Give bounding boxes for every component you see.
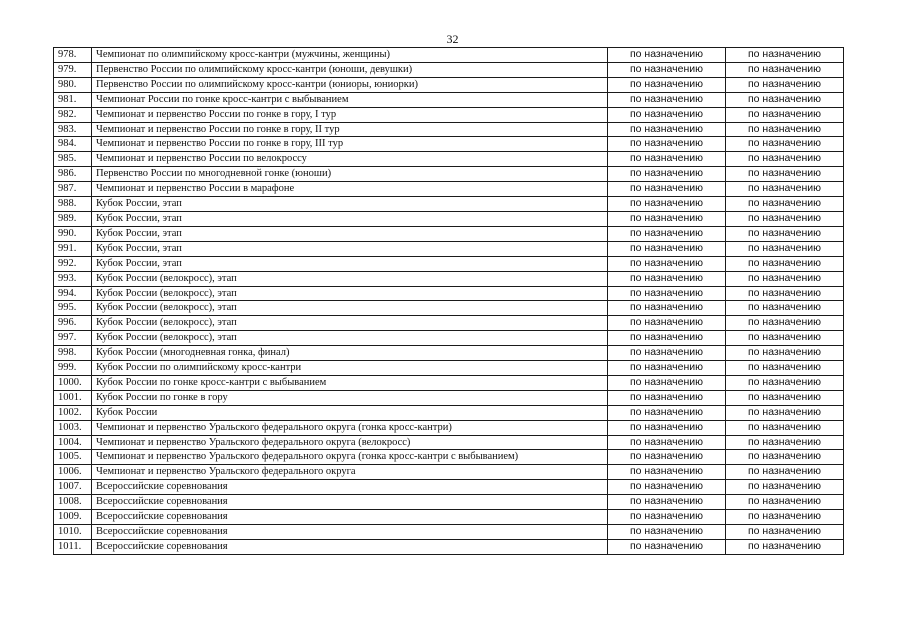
- column-b-value: по назначению: [726, 62, 844, 77]
- column-a-value: по назначению: [608, 182, 726, 197]
- column-b-value: по назначению: [726, 122, 844, 137]
- row-number: 1001.: [54, 390, 92, 405]
- column-a-value: по назначению: [608, 62, 726, 77]
- event-name: Чемпионат и первенство Уральского федерального округа: [92, 465, 608, 480]
- table-row: [54, 405, 844, 420]
- event-name: Кубок России: [92, 405, 608, 420]
- column-b-value: по назначению: [726, 361, 844, 376]
- column-b-value: по назначению: [726, 152, 844, 167]
- column-b-value: по назначению: [726, 286, 844, 301]
- column-a-value: по назначению: [608, 331, 726, 346]
- column-a-value: по назначению: [608, 122, 726, 137]
- column-a-value: по назначению: [608, 92, 726, 107]
- event-name: Кубок России по олимпийскому кросс-кантри: [92, 361, 608, 376]
- row-number: 1011.: [54, 539, 92, 554]
- column-a-value: по назначению: [608, 525, 726, 540]
- event-name: Кубок России, этап: [92, 256, 608, 271]
- column-b-value: по назначению: [726, 435, 844, 450]
- row-number: 980.: [54, 77, 92, 92]
- event-name: Всероссийские соревнования: [92, 480, 608, 495]
- event-name: Всероссийские соревнования: [92, 510, 608, 525]
- column-b-value: по назначению: [726, 495, 844, 510]
- table-row: [54, 152, 844, 167]
- event-name: Всероссийские соревнования: [92, 539, 608, 554]
- column-b-value: по назначению: [726, 525, 844, 540]
- column-a-value: по назначению: [608, 510, 726, 525]
- row-number: 981.: [54, 92, 92, 107]
- table-row: [54, 450, 844, 465]
- event-name: Кубок России (велокросс), этап: [92, 271, 608, 286]
- table-row: [54, 271, 844, 286]
- row-number: 998.: [54, 346, 92, 361]
- event-name: Чемпионат и первенство России по велокроссу: [92, 152, 608, 167]
- column-a-value: по назначению: [608, 495, 726, 510]
- table-row: [54, 495, 844, 510]
- column-a-value: по назначению: [608, 137, 726, 152]
- column-a-value: по назначению: [608, 301, 726, 316]
- column-a-value: по назначению: [608, 375, 726, 390]
- column-b-value: по назначению: [726, 226, 844, 241]
- row-number: 1006.: [54, 465, 92, 480]
- column-b-value: по назначению: [726, 405, 844, 420]
- event-name: Чемпионат и первенство Уральского федерального округа (велокросс): [92, 435, 608, 450]
- table-row: [54, 361, 844, 376]
- column-b-value: по назначению: [726, 480, 844, 495]
- table-row: [54, 256, 844, 271]
- row-number: 996.: [54, 316, 92, 331]
- column-a-value: по назначению: [608, 48, 726, 63]
- row-number: 983.: [54, 122, 92, 137]
- table-row: [54, 107, 844, 122]
- event-name: Кубок России, этап: [92, 197, 608, 212]
- table-row: [54, 375, 844, 390]
- row-number: 1003.: [54, 420, 92, 435]
- event-name: Кубок России по гонке кросс-кантри с выбыванием: [92, 375, 608, 390]
- column-b-value: по назначению: [726, 211, 844, 226]
- row-number: 1009.: [54, 510, 92, 525]
- column-b-value: по назначению: [726, 346, 844, 361]
- column-b-value: по назначению: [726, 48, 844, 63]
- column-a-value: по назначению: [608, 346, 726, 361]
- row-number: 1008.: [54, 495, 92, 510]
- event-name: Кубок России (многодневная гонка, финал): [92, 346, 608, 361]
- row-number: 999.: [54, 361, 92, 376]
- event-name: Кубок России (велокросс), этап: [92, 286, 608, 301]
- table-row: [54, 465, 844, 480]
- row-number: 997.: [54, 331, 92, 346]
- table-row: [54, 92, 844, 107]
- event-name: Чемпионат России по гонке кросс-кантри с выбыванием: [92, 92, 608, 107]
- table-row: [54, 390, 844, 405]
- table-row: [54, 137, 844, 152]
- column-a-value: по назначению: [608, 271, 726, 286]
- events-table-body: [54, 48, 844, 555]
- column-a-value: по назначению: [608, 107, 726, 122]
- column-b-value: по назначению: [726, 375, 844, 390]
- column-a-value: по назначению: [608, 465, 726, 480]
- page-number: 32: [446, 32, 459, 46]
- column-b-value: по назначению: [726, 420, 844, 435]
- event-name: Всероссийские соревнования: [92, 495, 608, 510]
- table-row: [54, 346, 844, 361]
- table-row: [54, 167, 844, 182]
- event-name: Чемпионат и первенство России по гонке в гору, II тур: [92, 122, 608, 137]
- column-a-value: по назначению: [608, 241, 726, 256]
- table-row: [54, 241, 844, 256]
- event-name: Кубок России, этап: [92, 241, 608, 256]
- row-number: 993.: [54, 271, 92, 286]
- row-number: 1002.: [54, 405, 92, 420]
- row-number: 989.: [54, 211, 92, 226]
- table-row: [54, 510, 844, 525]
- row-number: 992.: [54, 256, 92, 271]
- column-a-value: по назначению: [608, 420, 726, 435]
- table-row: [54, 480, 844, 495]
- column-a-value: по назначению: [608, 480, 726, 495]
- event-name: Кубок России (велокросс), этап: [92, 301, 608, 316]
- table-row: [54, 435, 844, 450]
- column-a-value: по назначению: [608, 361, 726, 376]
- column-b-value: по назначению: [726, 301, 844, 316]
- event-name: Кубок России, этап: [92, 211, 608, 226]
- table-row: [54, 48, 844, 63]
- table-row: [54, 316, 844, 331]
- table-row: [54, 525, 844, 540]
- table-row: [54, 539, 844, 554]
- column-b-value: по назначению: [726, 167, 844, 182]
- column-a-value: по назначению: [608, 539, 726, 554]
- column-b-value: по назначению: [726, 510, 844, 525]
- table-row: [54, 301, 844, 316]
- event-name: Кубок России по гонке в гору: [92, 390, 608, 405]
- row-number: 991.: [54, 241, 92, 256]
- table-row: [54, 77, 844, 92]
- column-a-value: по назначению: [608, 226, 726, 241]
- row-number: 1007.: [54, 480, 92, 495]
- event-name: Чемпионат и первенство России по гонке в гору, I тур: [92, 107, 608, 122]
- row-number: 990.: [54, 226, 92, 241]
- row-number: 1004.: [54, 435, 92, 450]
- column-a-value: по назначению: [608, 405, 726, 420]
- row-number: 978.: [54, 48, 92, 63]
- column-b-value: по назначению: [726, 197, 844, 212]
- table-row: [54, 211, 844, 226]
- event-name: Кубок России (велокросс), этап: [92, 331, 608, 346]
- row-number: 988.: [54, 197, 92, 212]
- column-a-value: по назначению: [608, 390, 726, 405]
- row-number: 985.: [54, 152, 92, 167]
- event-name: Чемпионат и первенство России в марафоне: [92, 182, 608, 197]
- column-a-value: по назначению: [608, 435, 726, 450]
- column-a-value: по назначению: [608, 286, 726, 301]
- column-a-value: по назначению: [608, 211, 726, 226]
- column-a-value: по назначению: [608, 77, 726, 92]
- column-b-value: по назначению: [726, 465, 844, 480]
- column-b-value: по назначению: [726, 390, 844, 405]
- table-row: [54, 197, 844, 212]
- table-row: [54, 182, 844, 197]
- event-name: Чемпионат и первенство России по гонке в гору, III тур: [92, 137, 608, 152]
- table-row: [54, 62, 844, 77]
- table-row: [54, 286, 844, 301]
- table-row: [54, 420, 844, 435]
- column-b-value: по назначению: [726, 316, 844, 331]
- column-a-value: по назначению: [608, 316, 726, 331]
- row-number: 1010.: [54, 525, 92, 540]
- column-b-value: по назначению: [726, 271, 844, 286]
- table-row: [54, 331, 844, 346]
- column-a-value: по назначению: [608, 197, 726, 212]
- row-number: 1005.: [54, 450, 92, 465]
- column-b-value: по назначению: [726, 539, 844, 554]
- column-b-value: по назначению: [726, 182, 844, 197]
- table-row: [54, 122, 844, 137]
- events-table: [53, 47, 844, 555]
- column-b-value: по назначению: [726, 137, 844, 152]
- event-name: Всероссийские соревнования: [92, 525, 608, 540]
- event-name: Первенство России по олимпийскому кросс-кантри (юноши, девушки): [92, 62, 608, 77]
- event-name: Чемпионат и первенство Уральского федерального округа (гонка кросс-кантри с выбыванием): [92, 450, 608, 465]
- row-number: 994.: [54, 286, 92, 301]
- row-number: 984.: [54, 137, 92, 152]
- event-name: Первенство России по многодневной гонке (юноши): [92, 167, 608, 182]
- column-b-value: по назначению: [726, 77, 844, 92]
- column-a-value: по назначению: [608, 256, 726, 271]
- event-name: Кубок России (велокросс), этап: [92, 316, 608, 331]
- column-b-value: по назначению: [726, 256, 844, 271]
- row-number: 987.: [54, 182, 92, 197]
- column-b-value: по назначению: [726, 241, 844, 256]
- column-b-value: по назначению: [726, 450, 844, 465]
- column-a-value: по назначению: [608, 450, 726, 465]
- column-a-value: по назначению: [608, 152, 726, 167]
- table-row: [54, 226, 844, 241]
- column-b-value: по назначению: [726, 331, 844, 346]
- row-number: 995.: [54, 301, 92, 316]
- column-b-value: по назначению: [726, 107, 844, 122]
- event-name: Чемпионат и первенство Уральского федерального округа (гонка кросс-кантри): [92, 420, 608, 435]
- event-name: Чемпионат по олимпийскому кросс-кантри (мужчины, женщины): [92, 48, 608, 63]
- column-a-value: по назначению: [608, 167, 726, 182]
- column-b-value: по назначению: [726, 92, 844, 107]
- row-number: 979.: [54, 62, 92, 77]
- row-number: 1000.: [54, 375, 92, 390]
- row-number: 982.: [54, 107, 92, 122]
- event-name: Первенство России по олимпийскому кросс-кантри (юниоры, юниорки): [92, 77, 608, 92]
- row-number: 986.: [54, 167, 92, 182]
- event-name: Кубок России, этап: [92, 226, 608, 241]
